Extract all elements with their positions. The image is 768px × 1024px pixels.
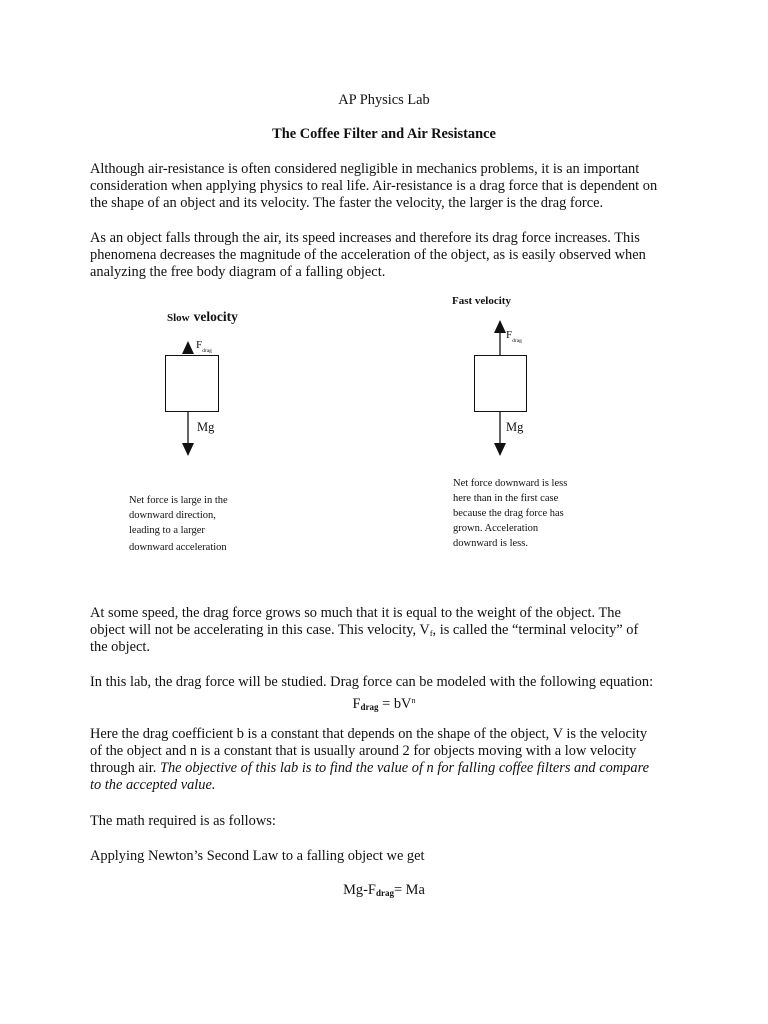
fast-drag-label: $F_{drag}$: [506, 329, 522, 344]
slow-weight-arrow-icon: [176, 412, 200, 458]
terminal-line3: the object.: [90, 639, 150, 655]
intro-p1-line1: Although air-resistance is often considered negligible in mechanics problems, it is an important: [90, 161, 640, 177]
intro-p1-line3: the shape of an object and its velocity. The faster the velocity, the larger is the drag force.: [90, 195, 604, 211]
slow-note-line3: leading to a larger: [129, 525, 205, 536]
coeff-line4: to the accepted value.: [90, 777, 216, 793]
slow-weight-label: Mg: [197, 420, 215, 434]
math-line2: Applying Newton’s Second Law to a falling object we get: [90, 848, 425, 864]
coeff-line1: Here the drag coefficient b is a constant that depends on the shape of the object, V is the velocity: [90, 726, 648, 742]
fast-note-line3: because the drag force has: [453, 508, 564, 519]
slow-object-box: [165, 355, 219, 412]
slow-drag-label: $F_{drag}$: [196, 339, 212, 354]
terminal-line1: At some speed, the drag force grows so much that it is equal to the weight of the object. The: [90, 605, 621, 621]
slow-note-line4: downward acceleration: [129, 542, 227, 553]
model-line1: In this lab, the drag force will be studied. Drag force can be modeled with the following equation:: [90, 674, 654, 690]
fast-weight-label: Mg: [506, 420, 524, 434]
coeff-line2: of the object and n is a constant that is usually around 2 for objects moving with a low velocity: [90, 743, 637, 759]
newton-equation: $Mg-F_{drag}= Ma$: [343, 882, 425, 898]
lab-label: AP Physics Lab: [338, 92, 430, 108]
math-line1: The math required is as follows:: [90, 813, 276, 829]
fast-weight-arrow-icon: [488, 412, 512, 458]
page-title: The Coffee Filter and Air Resistance: [272, 126, 496, 142]
fast-note-line5: downward is less.: [453, 538, 528, 549]
intro-p1-line2: consideration when applying physics to real life. Air-resistance is a drag force that is dependent on: [90, 178, 658, 194]
intro-p2-line1: As an object falls through the air, its speed increases and therefore its drag force increases. This: [90, 230, 640, 246]
coeff-line3: through air. The objective of this lab is to find the value of n for falling coffee filters and compare: [90, 760, 650, 776]
fast-note-line2: here than in the first case: [453, 493, 559, 504]
fast-velocity-heading: Fast velocity: [452, 295, 511, 307]
intro-p2-line2: phenomena decreases the magnitude of the acceleration of the object, as is easily observed when: [90, 247, 646, 263]
terminal-line2: object will not be accelerating in this case. This velocity, $V_f$, is called the “terminal velocity” of: [90, 622, 639, 638]
intro-p2-line3: analyzing the free body diagram of a falling object.: [90, 264, 386, 280]
slow-note-line1: Net force is large in the: [129, 495, 228, 506]
fast-object-box: [474, 355, 527, 412]
drag-equation: $F_{drag} = bV^n$: [352, 696, 416, 712]
slow-note-line2: downward direction,: [129, 510, 216, 521]
fast-note-line1: Net force downward is less: [453, 478, 568, 489]
slow-velocity-heading: Slow velocity: [167, 309, 238, 324]
fast-note-line4: grown. Acceleration: [453, 523, 539, 534]
